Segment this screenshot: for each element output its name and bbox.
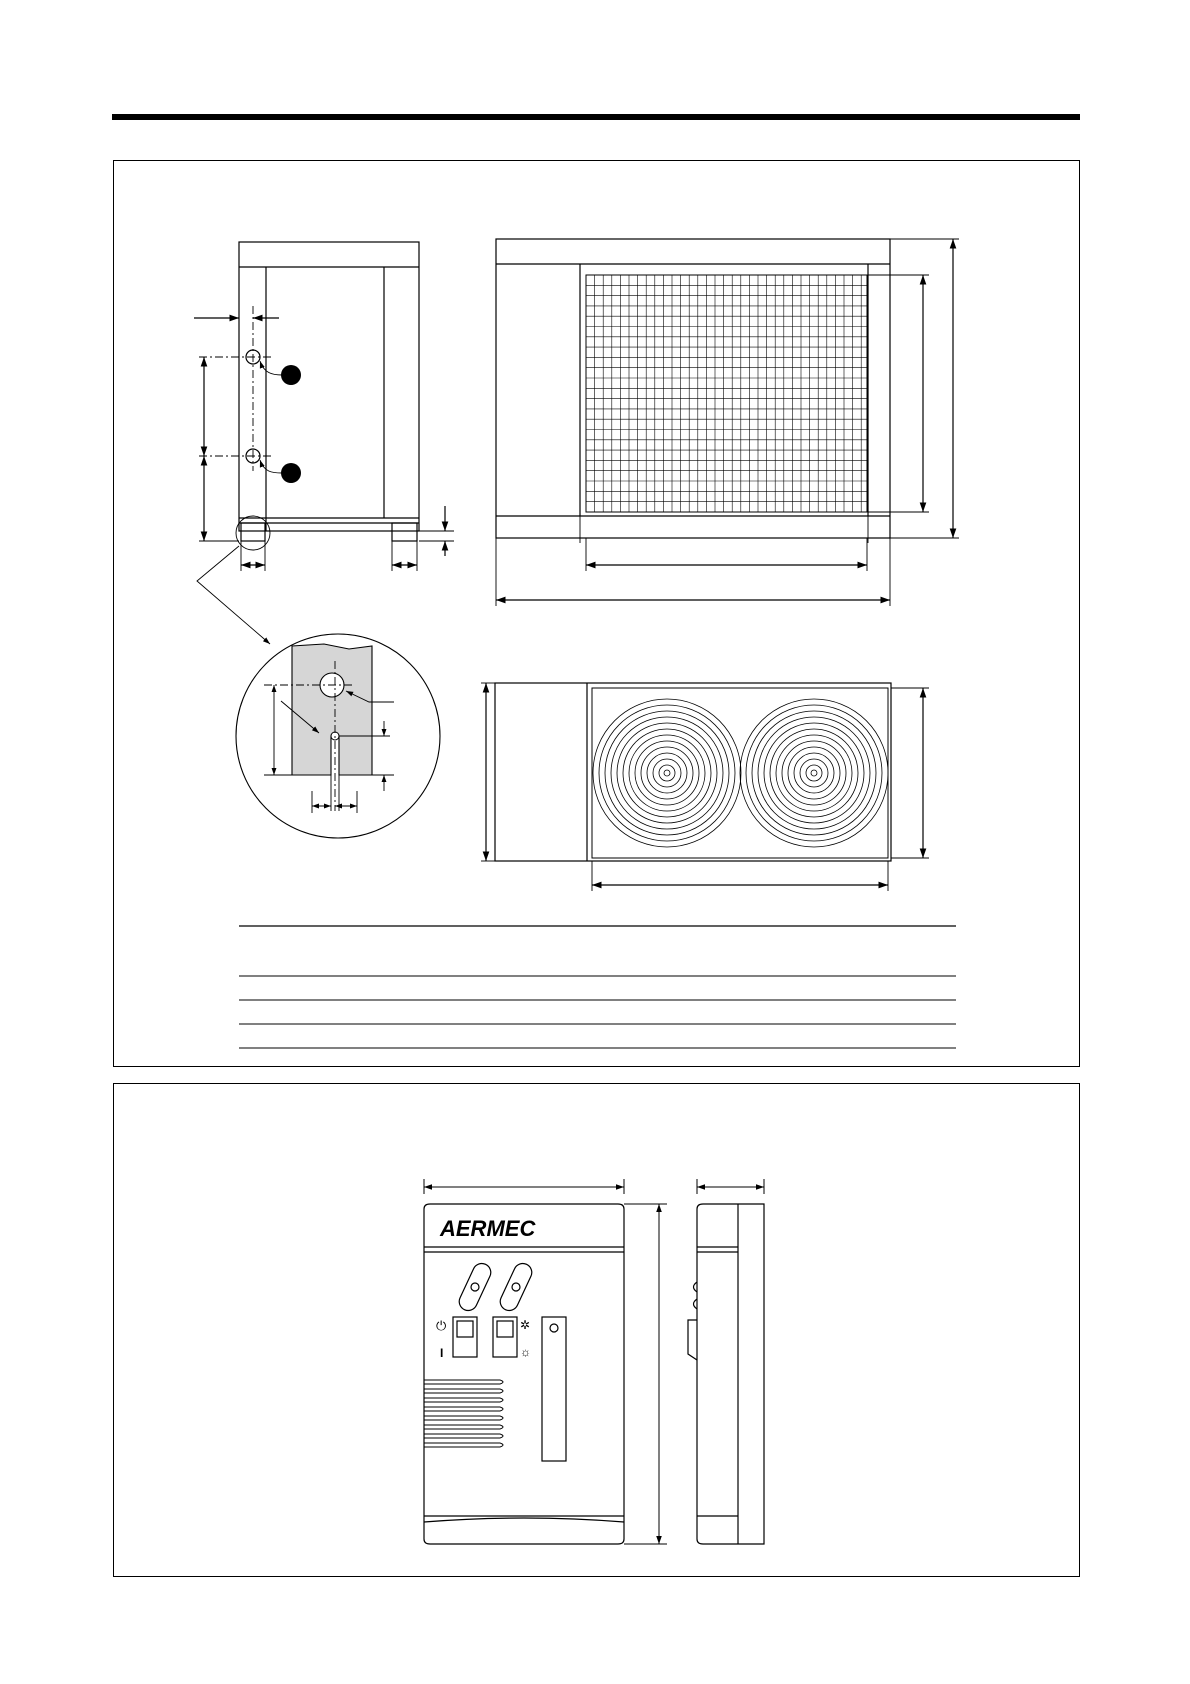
remote-control-drawing	[114, 1084, 1081, 1578]
dimension-table	[239, 926, 956, 1048]
fan-right-icon	[740, 699, 888, 847]
callout-outlet-marker	[281, 365, 301, 385]
header-rule	[112, 114, 1080, 120]
power-symbol: ⏻	[436, 1318, 447, 1333]
ventilation-slots	[424, 1380, 503, 1447]
cooling-mode-icon: ✲	[520, 1318, 531, 1332]
heating-mode-icon: ☼	[520, 1345, 531, 1359]
front-view	[496, 239, 959, 606]
coil-grille	[586, 275, 867, 512]
remote-front-view	[424, 1204, 624, 1544]
on-symbol: I	[440, 1346, 444, 1360]
unit-drawing-panel	[113, 160, 1080, 1067]
remote-side-view	[688, 1204, 764, 1544]
side-view	[194, 242, 454, 644]
brand-logo: AERMEC	[440, 1216, 536, 1241]
remote-control-panel	[113, 1083, 1080, 1577]
fan-left-icon	[593, 699, 741, 847]
callout-inlet-marker	[281, 463, 301, 483]
top-view	[481, 683, 929, 891]
foot-detail	[236, 634, 440, 838]
unit-drawing	[114, 161, 1081, 1068]
